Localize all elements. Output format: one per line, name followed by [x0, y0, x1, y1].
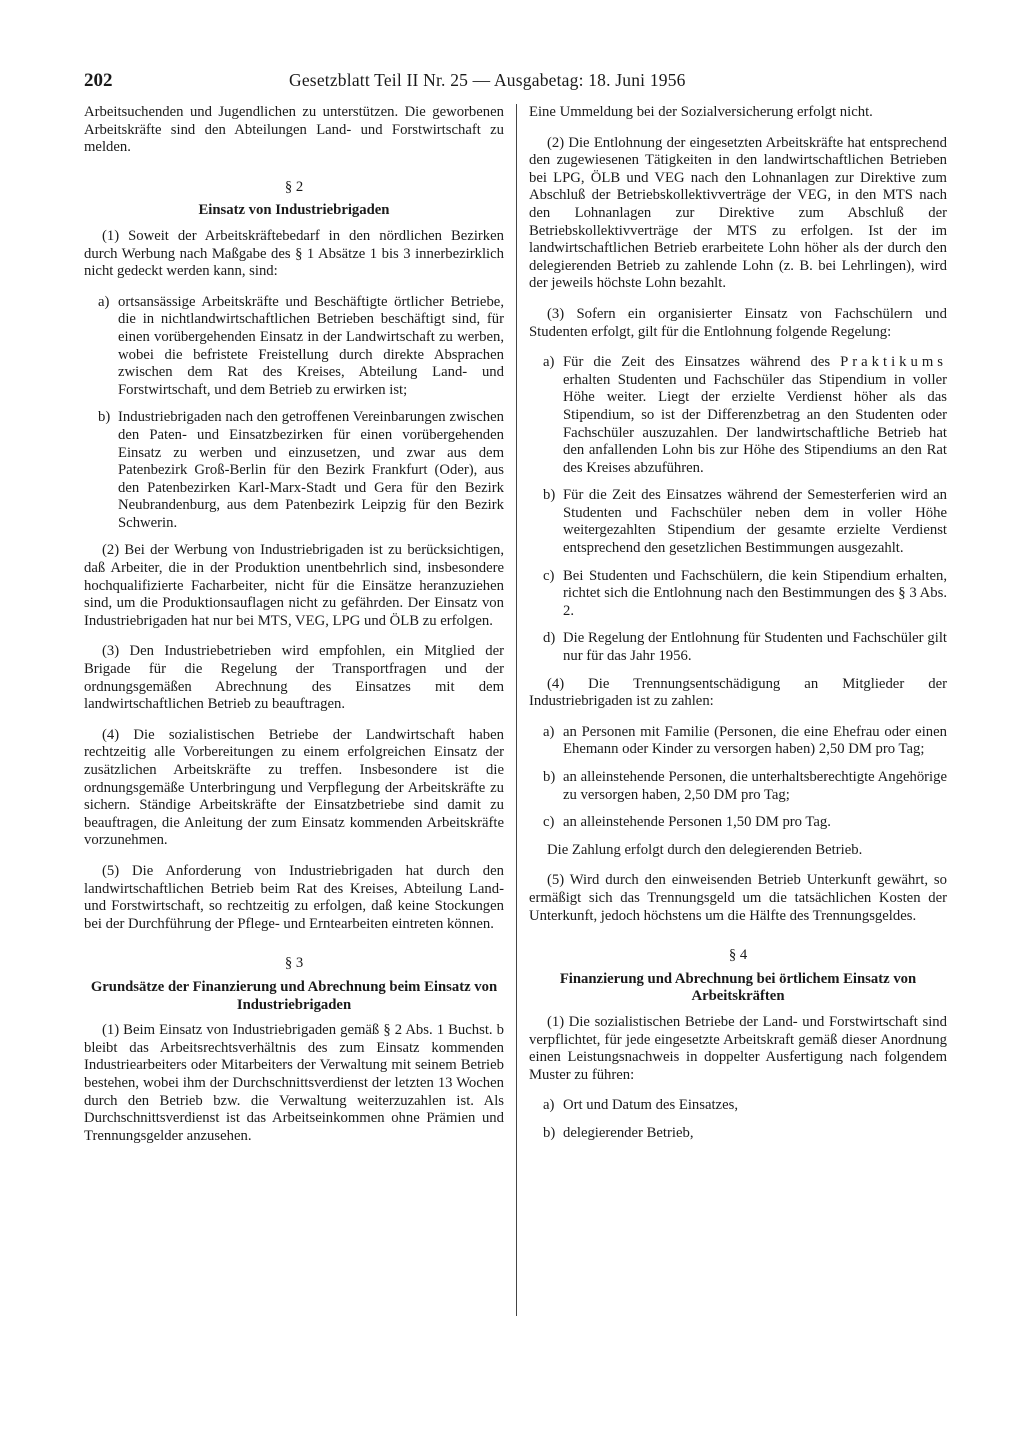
list-text: Ort und Datum des Einsatzes,	[563, 1097, 738, 1114]
paragraph-3-4-end: Die Zahlung erfolgt durch den delegierenden Betrieb.	[547, 841, 863, 858]
list-text: an Personen mit Familie (Personen, die eine Ehefrau oder einen Ehemann oder Kinder zu versorgen haben) 2,50 DM pro Tag;	[563, 723, 947, 758]
paragraph-3-1: (1) Beim Einsatz von Industriebrigaden gemäß § 2 Abs. 1 Buchst. b bleibt das Arbeitsrechtsverhältnis des zum Einsatz kommenden Industriearbeiters oder Mitarbeiters der Verwaltung mit seinem Betrieb bestehen, wobei ihm der Durchschnittsverdienst der letzten 13 Wochen durch den Betrieb bzw. die Verwaltung weiterzuzahlen ist. Als Durchschnittsverdienst ist das Arbeitseinkommen ohne Prämien und Trennungsgelder anzusehen.	[84, 1022, 504, 1144]
list-label: a)	[98, 293, 110, 310]
section-number-3: § 3	[284, 955, 304, 972]
list-label: c)	[543, 814, 555, 831]
list-label: a)	[543, 354, 555, 371]
section-title-3: Grundsätze der Finanzierung und Abrechnung beim Einsatz von Industriebrigaden	[90, 978, 498, 1013]
list-label: a)	[543, 1097, 555, 1114]
list-item	[529, 814, 947, 832]
spaced-word: Praktikums	[840, 354, 947, 371]
list-item	[529, 568, 947, 621]
paragraph-2-3: (3) Den Industriebetrieben wird empfohlen, ein Mitglied der Brigade für die Regelung der Transportfragen und der ordnungsgemäßen Abrechnung des Einsatzes mit dem landwirtschaftlichen Betrieb zu beauftragen.	[84, 643, 504, 713]
list-text: delegierender Betrieb,	[563, 1124, 694, 1141]
list-text	[563, 354, 947, 477]
list-label: c)	[543, 567, 555, 584]
list-text: Für die Zeit des Einsatzes während der Semesterferien wird an Studenten und Fachschüler neben dem in voller Höhe weitergezahlten Stipendium der gesamte erzielte Verdienst entsprechend den gesetzlichen Bestimmungen ausgezahlt.	[563, 487, 947, 557]
column-divider	[516, 104, 517, 1316]
page-header	[84, 70, 954, 96]
list-item	[84, 294, 504, 400]
list-label: b)	[98, 409, 111, 426]
list-text-part: erhalten Studenten und Fachschüler das Stipendium in voller Höhe weiter. Liegt der erzielte Verdienst höher als das Stipendium, so ist der Differenzbetrag an den Studenten oder Fachschüler auszuzahlen. Der landwirtschaftliche Betrieb hat den anfallenden Lohn bis zur Höhe des Stipendiums an den Rat des Kreises abzuführen.	[563, 371, 947, 476]
list-item	[529, 1097, 947, 1115]
right-column	[529, 104, 947, 1153]
list-item	[529, 724, 947, 759]
list-text: an alleinstehende Personen 1,50 DM pro Tag.	[563, 814, 831, 831]
continuation-text: Eine Ummeldung bei der Sozialversicherung erfolgt nicht.	[529, 104, 873, 120]
list-label: b)	[543, 487, 556, 504]
list-item	[84, 409, 504, 532]
paragraph-2-1: (1) Soweit der Arbeitskräftebedarf in den nördlichen Bezirken durch Werbung nach Maßgabe des § 1 Absätze 1 bis 3 innerbezirklich nicht gedeckt werden kann, sind:	[84, 227, 504, 280]
section-number-2: § 2	[284, 178, 304, 195]
list-text: Bei Studenten und Fachschülern, die kein Stipendium erhalten, richtet sich die Entlohnung nach den Bestimmungen des § 3 Abs. 2.	[563, 567, 947, 619]
list-text: Die Regelung der Entlohnung für Studenten und Fachschüler gilt nur für das Jahr 1956.	[563, 630, 947, 665]
paragraph-2-5: (5) Die Anforderung von Industriebrigaden hat durch den landwirtschaftlichen Betrieb beim Rat des Kreises, Abteilung Land- und Forstwirtschaft, so rechtzeitig zu erfolgen, daß keine Stockungen bei der Durchführung der Pflege- und Erntearbeiten eintreten können.	[84, 862, 504, 932]
section-title-4: Finanzierung und Abrechnung bei örtlichem Einsatz von Arbeitskräften	[559, 970, 917, 1005]
section-title-2: Einsatz von Industriebrigaden	[198, 202, 390, 219]
running-title: Gesetzblatt Teil II Nr. 25 — Ausgabetag: 18. Juni 1956	[289, 70, 686, 90]
paragraph-2-2: (2) Bei der Werbung von Industriebrigaden ist zu berücksichtigen, daß Arbeiter, die in der Produktion unentbehrlich sind, insbesondere hochqualifizierte Facharbeiter, nicht für die Einsätze heranzuziehen sind, um die Produktionsauflagen nicht zu gefährden. Der Einsatz von Industriebrigaden hat nur bei MTS, VEG, LPG und ÖLB zu erfolgen.	[84, 542, 504, 629]
list-label: b)	[543, 1124, 556, 1141]
list-text-part: Für die Zeit des Einsatzes während des	[563, 354, 841, 371]
paragraph-3-4: (4) Die Trennungsentschädigung an Mitglieder der Industriebrigaden ist zu zahlen:	[529, 675, 947, 710]
paragraph-3-5: (5) Wird durch den einweisenden Betrieb Unterkunft gewährt, so ermäßigt sich das Trennungsgeld um die tatsächlichen Kosten der Unterkunft, jedoch höchstens um die Hälfte des Trennungsgeldes.	[529, 872, 947, 924]
list-item	[529, 487, 947, 557]
list-label: d)	[543, 630, 556, 647]
paragraph-3-2: (2) Die Entlohnung der eingesetzten Arbeitskräfte hat entsprechend den zugewiesenen Tätigkeiten in den landwirtschaftlichen Betrieben bei LPG, ÖLB und VEG nach den Lohnanlagen zur Direktive zum Abschluß der Betriebskollektivverträge der VEG, in den MTS nach den Lohnanlagen zur Direktive zum Abschluß der Betriebskollektivverträge der MTS zu erfolgen. Ist der im landwirtschaftlichen Betrieb erarbeitete Lohn höher als der durch den delegierenden Betrieb zu zahlende Lohn (z. B. bei Lehrlingen), wird der jeweils höchste Lohn bezahlt.	[529, 134, 947, 292]
list-label: a)	[543, 723, 555, 740]
left-column	[84, 104, 504, 1158]
list-text: Industriebrigaden nach den getroffenen Vereinbarungen zwischen den Paten- und Einsatzbezirken für einen vorübergehenden Einsatz zu werben und einzusetzen, und zwar aus dem Patenbezirk Groß-Berlin für den Bezirk Frankfurt (Oder), aus den Patenbezirken Karl-Marx-Stadt und Gera für den Bezirk Neubrandenburg, aus dem Patenbezirk Leipzig für den Bezirk Schwerin.	[118, 409, 504, 531]
list-label: b)	[543, 769, 556, 785]
paragraph-2-4: (4) Die sozialistischen Betriebe der Landwirtschaft haben rechtzeitig alle Vorbereitungen zu einem erfolgreichen Einsatz der zusätzlichen Arbeitskräfte zu treffen. Insbesondere ist die ordnungsgemäße Unterbringung und Verpflegung der Arbeitskräfte zu sichern. Ständige Arbeitskräfte der Einsatzbetriebe sind damit zu beauftragen, die Anleitung der zum Einsatz kommenden Arbeitskräfte vorzunehmen.	[84, 726, 504, 849]
list-item	[529, 354, 947, 477]
list-item	[529, 1125, 947, 1143]
list-item	[529, 769, 947, 804]
page-number: 202	[84, 70, 113, 91]
continuation-text: Arbeitsuchenden und Jugendlichen zu unterstützen. Die geworbenen Arbeitskräfte sind den Abteilungen Land- und Forstwirtschaft zu melden.	[84, 104, 504, 156]
paragraph-3-3: (3) Sofern ein organisierter Einsatz von Fachschülern und Studenten erfolgt, gilt für die Entlohnung folgende Regelung:	[529, 305, 947, 340]
list-text: ortsansässige Arbeitskräfte und Beschäftigte örtlicher Betriebe, die in nichtlandwirtschaftlichen Betrieben beschäftigt sind, für einen vorübergehenden Einsatz in der Landwirtschaft zu werben, wobei die befristete Freistellung durch direkte Absprachen zwischen dem Rat des Kreises, Abteilung Land- und Forstwirtschaft, und dem Betrieb zu erwirken ist;	[118, 293, 504, 398]
section-number-4: § 4	[728, 947, 748, 964]
list-item	[529, 630, 947, 665]
list-text: an alleinstehende Personen, die unterhaltsberechtigte Angehörige zu versorgen haben, 2,50 DM pro Tag;	[563, 769, 947, 803]
paragraph-4-1: (1) Die sozialistischen Betriebe der Land- und Forstwirtschaft sind verpflichtet, für jede eingesetzte Arbeitskraft gemäß dieser Anordnung einen Leistungsnachweis in doppelter Ausfertigung nach folgendem Muster zu führen:	[529, 1013, 947, 1083]
